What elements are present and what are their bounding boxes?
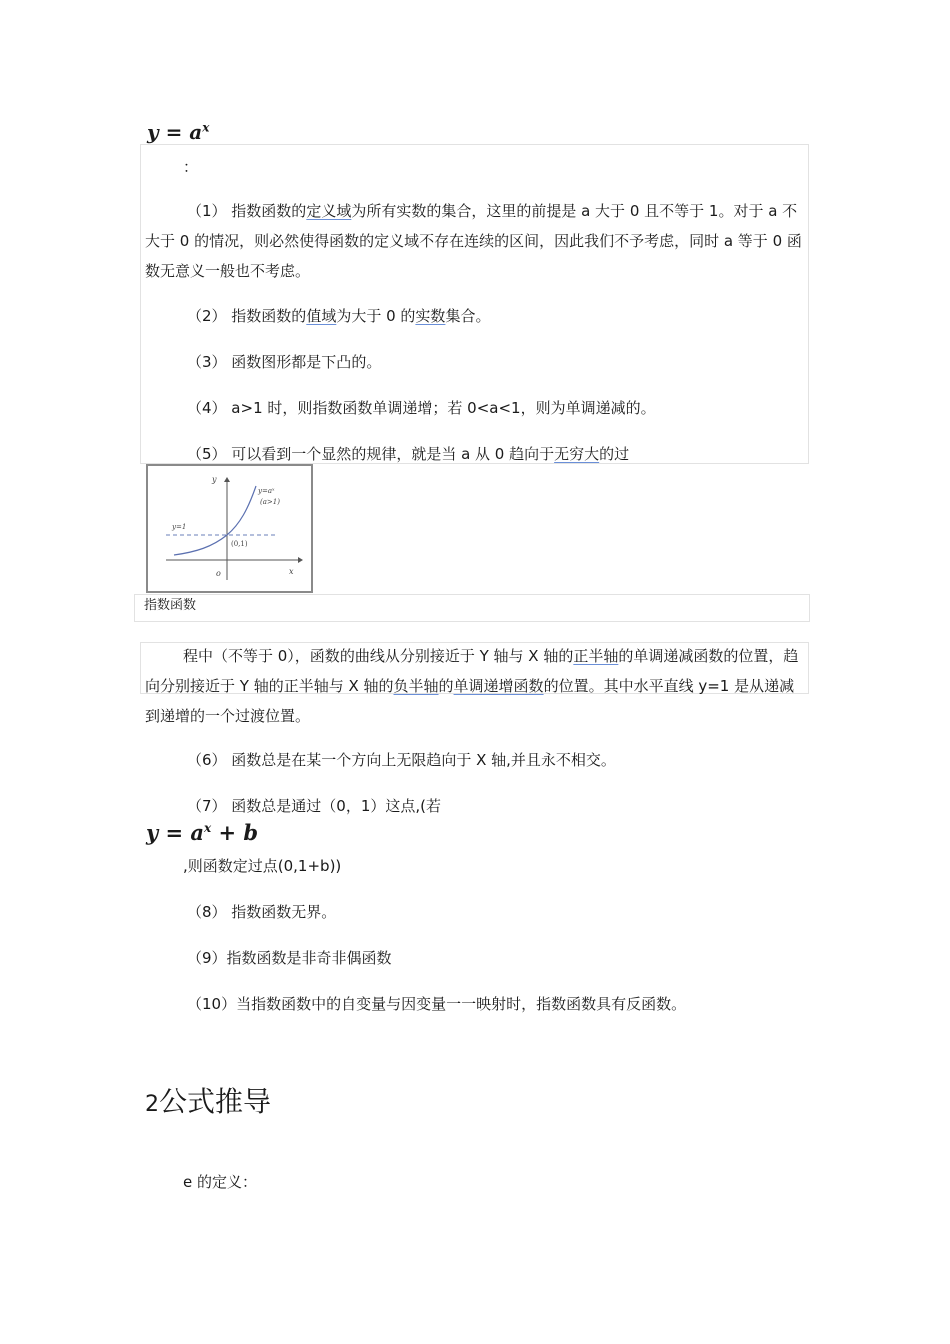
exponential-function-figure: [146, 464, 313, 593]
property-2-text-end: 集合。: [445, 307, 491, 325]
property-5-continued: [145, 641, 807, 731]
property-6: （6） 函数总是在某一个方向上无限趋向于 X 轴,并且永不相交。: [187, 751, 616, 769]
e-definition: e 的定义：: [183, 1173, 257, 1191]
x-axis-label: x: [289, 567, 294, 576]
section-heading: [145, 1084, 271, 1123]
formula2-tail: + b: [211, 820, 259, 845]
property-10: （10）当指数函数中的自变量与因变量一一映射时，指数函数具有反函数。: [187, 995, 687, 1013]
link-range[interactable]: 值域: [306, 307, 337, 325]
formula2-base: y = a: [146, 820, 205, 845]
property-1: [145, 196, 807, 286]
link-positive-half-axis[interactable]: 正半轴: [573, 647, 619, 665]
property-1-text: （1） 指数函数的: [187, 202, 307, 220]
formula-base: y = a: [147, 120, 203, 144]
property-5-text: （5） 可以看到一个显然的规律，就是当 a 从 0 趋向于: [187, 445, 555, 463]
curve-label: y=aˣ: [258, 487, 275, 495]
y-axis-label: y: [212, 475, 217, 484]
exponential-graph: [148, 466, 311, 591]
link-negative-half-axis[interactable]: 负半轴: [393, 677, 439, 695]
formula-y-equals-a-x: [147, 120, 209, 144]
y-axis-arrow: [224, 477, 230, 482]
formula-y-equals-a-x-plus-b: [146, 820, 258, 845]
property-1-text-rest: 为所有实数的集合，这里的前提是 a 大于 0 且不等于 1。对于 a 不大于 0 的情况，则必然使得函数的定义域不存在连续的区间，因此我们不予考虑，同时 a 等于 0 函数无意义一般也不考虑。: [145, 202, 802, 280]
continued-text-end: 的位置。其中水平直线 y=1 是从递减到递增的一个过渡位置。: [145, 677, 795, 725]
property-7: （7） 函数总是通过（0，1）这点,(若: [187, 797, 442, 815]
property-7-tail: ,则函数定过点(0,1+b)): [183, 857, 342, 875]
property-5: [187, 444, 629, 464]
point-label: (0,1): [231, 540, 248, 548]
x-axis-arrow: [298, 557, 303, 563]
continued-text: 程中（不等于 0），函数的曲线从分别接近于 Y 轴与 X 轴的: [183, 647, 574, 665]
property-2-text: （2） 指数函数的: [187, 307, 307, 325]
section-number: 2: [145, 1092, 159, 1117]
section-title: 公式推导: [159, 1085, 272, 1118]
property-5-text-end: 的过: [599, 445, 630, 463]
link-infinity[interactable]: 无穷大: [554, 445, 600, 463]
continued-text-mid: 的单调递减函数的位置，趋向分别接近于 Y 轴的正半轴与 X 轴的: [145, 647, 799, 695]
origin-label: o: [216, 569, 221, 578]
property-8: （8） 指数函数无界。: [187, 903, 337, 921]
link-real-number[interactable]: 实数: [415, 307, 446, 325]
property-4: （4） a>1 时，则指数函数单调递增；若 0<a<1，则为单调递减的。: [187, 399, 656, 417]
formula-exponent: x: [202, 120, 210, 135]
colon-text: ：: [183, 158, 199, 176]
formula2-exponent: x: [204, 821, 212, 835]
property-3: （3） 函数图形都是下凸的。: [187, 353, 382, 371]
link-domain[interactable]: 定义域: [306, 202, 352, 220]
caption-frame: [134, 594, 810, 622]
continued-text-de: 的: [438, 677, 454, 695]
line-label: y=1: [172, 523, 187, 531]
property-2-text-mid: 为大于 0 的: [336, 307, 416, 325]
property-2: [187, 306, 490, 326]
curve-condition: (a>1): [260, 498, 280, 506]
link-increasing-function[interactable]: 单调递增函数: [453, 677, 544, 695]
figure-caption: 指数函数: [144, 598, 197, 613]
property-9: （9）指数函数是非奇非偶函数: [187, 949, 392, 967]
